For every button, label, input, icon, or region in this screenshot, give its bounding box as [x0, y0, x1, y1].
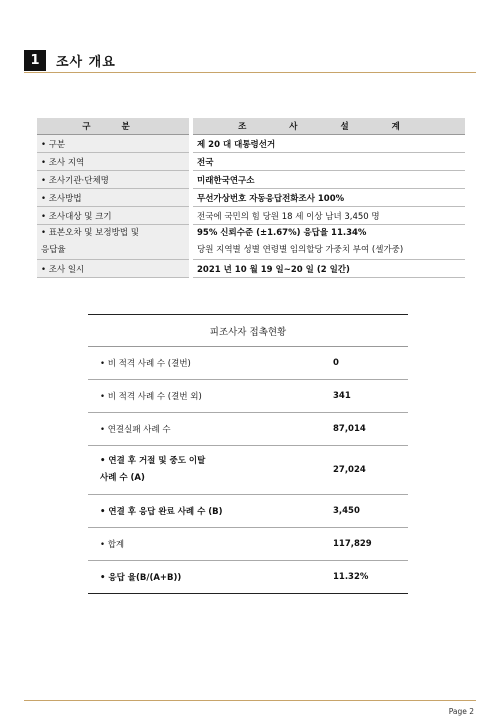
survey-design-table — [37, 118, 465, 278]
table-row — [37, 153, 465, 171]
row-label: • 연결실패 사례 수 — [88, 413, 301, 446]
table-row — [88, 561, 408, 594]
table-row — [37, 207, 465, 225]
footer-divider — [24, 700, 476, 701]
row-label — [88, 446, 301, 495]
table-row — [88, 528, 408, 561]
row-value: 무선가상번호 자동응답전화조사 100% — [191, 189, 465, 207]
row-label: • 조사 지역 — [37, 153, 191, 171]
row-value: 3,450 — [301, 495, 408, 528]
row-label: • 조사방법 — [37, 189, 191, 207]
section-number: 1 — [24, 50, 46, 71]
row-value: 제 20 대 대통령선거 — [191, 135, 465, 153]
row-label: • 비 적격 사례 수 (결번 외) — [88, 380, 301, 413]
row-value — [191, 225, 465, 260]
row-label: • 조사기관·단체명 — [37, 171, 191, 189]
row-value: 341 — [301, 380, 408, 413]
table-header-row — [37, 118, 465, 135]
table-row — [37, 189, 465, 207]
row-value-line2: 당원 지역별 성별 연령별 임의할당 가중치 부여 (셀가중) — [197, 245, 404, 255]
row-value: 미래한국연구소 — [191, 171, 465, 189]
row-value: 0 — [301, 347, 408, 380]
section-title: 조사 개요 — [56, 55, 116, 70]
table-row — [88, 413, 408, 446]
header-divider — [24, 72, 476, 73]
row-value-line1: 95% 신뢰수준 (±1.67%) 응답율 11.34% — [197, 228, 367, 238]
row-label: • 응답 율(B/(A+B)) — [100, 573, 182, 583]
row-value: 117,829 — [301, 528, 408, 561]
row-label-line1: • 연결 후 거절 및 중도 이탈 — [100, 456, 206, 466]
row-value: 2021 년 10 월 19 일~20 일 (2 일간) — [191, 260, 465, 278]
row-label: • 연결 후 응답 완료 사례 수 (B) — [88, 495, 301, 528]
table-row — [37, 225, 465, 260]
row-value: 27,024 — [301, 446, 408, 495]
contact-status-table — [88, 314, 408, 594]
row-label: • 조사 일시 — [37, 260, 191, 278]
row-label: • 구분 — [37, 135, 191, 153]
row-value: 전국에 국민의 힘 당원 18 세 이상 남녀 3,450 명 — [191, 207, 465, 225]
table-row — [88, 347, 408, 380]
row-value: 11.32% — [333, 572, 369, 582]
row-value: 전국 — [191, 153, 465, 171]
table-row — [37, 260, 465, 278]
row-label — [37, 225, 191, 260]
row-label: • 조사대상 및 크기 — [37, 207, 191, 225]
row-label: • 합계 — [88, 528, 301, 561]
header-design: 조 사 설 계 — [191, 118, 465, 135]
table-row — [88, 380, 408, 413]
section-header — [24, 50, 116, 71]
page-number: Page 2 — [448, 707, 474, 716]
header-category: 구 분 — [37, 118, 191, 135]
table-row — [37, 171, 465, 189]
row-label-line2: 사례 수 (A) — [100, 473, 145, 483]
table-row — [88, 495, 408, 528]
row-label-line1: • 표본오차 및 보정방법 및 — [41, 228, 139, 238]
row-label-line2: 응답율 — [41, 245, 66, 255]
row-label: • 비 적격 사례 수 (결번) — [88, 347, 301, 380]
row-value: 87,014 — [301, 413, 408, 446]
table-row — [88, 446, 408, 495]
contact-table-title: 피조사자 접촉현황 — [88, 315, 408, 347]
table-row — [37, 135, 465, 153]
